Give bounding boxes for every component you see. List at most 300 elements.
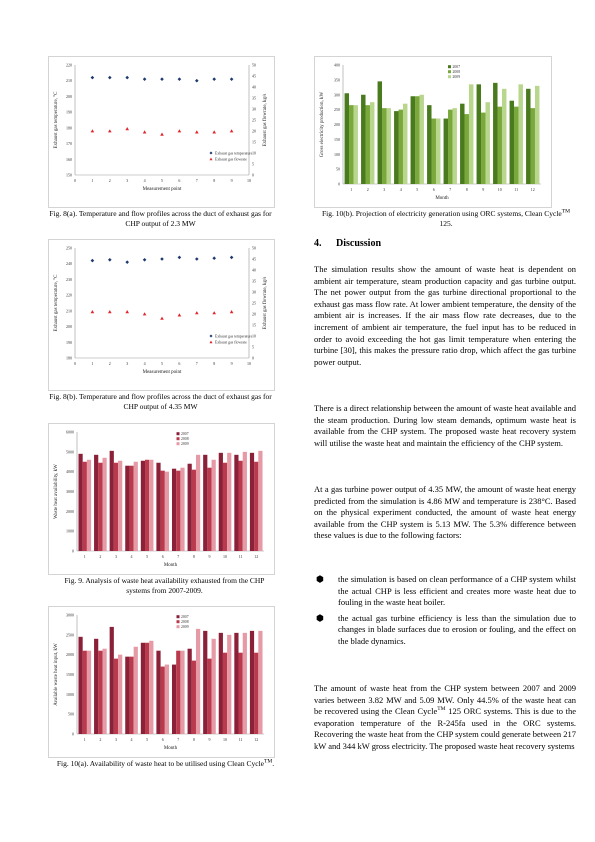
data-point-flowrate	[230, 310, 234, 313]
bar-2009	[227, 635, 231, 734]
bar-2008	[129, 657, 133, 734]
figure-8a	[48, 56, 275, 208]
y-tick-label: 3000	[66, 489, 74, 494]
x-tick-label: 4	[130, 554, 133, 559]
y-tick-label: 1000	[66, 528, 74, 534]
y-right-tick-label: 40	[252, 267, 256, 273]
bar-2007	[156, 463, 160, 551]
data-point-temperature	[91, 76, 95, 80]
y-right-tick-label: 10	[252, 333, 256, 339]
y-right-tick-label: 15	[252, 322, 256, 328]
data-point-temperature	[160, 257, 164, 261]
legend-label: 2008	[181, 620, 189, 624]
bar-2007	[477, 84, 481, 184]
x-tick-label: 4	[399, 187, 402, 192]
y-tick-label: 350	[334, 77, 340, 83]
y-tick-label: 6000	[66, 429, 74, 435]
y-right-tick-label: 25	[252, 300, 256, 306]
data-point-flowrate	[125, 127, 129, 130]
legend-marker	[210, 335, 213, 338]
data-point-flowrate	[91, 129, 95, 132]
bar-2008	[176, 471, 180, 551]
bar-2008	[239, 653, 243, 734]
y-tick-label: 2500	[66, 632, 74, 638]
bar-2009	[196, 629, 200, 734]
x-tick-label: 5	[161, 361, 163, 366]
bar-2007	[78, 454, 82, 551]
bar-2009	[87, 651, 91, 734]
bar-2009	[353, 105, 357, 184]
bar-2009	[469, 84, 473, 184]
bar-2008	[223, 463, 227, 551]
bar-2008	[349, 105, 353, 184]
bar-2009	[165, 472, 169, 551]
x-tick-label: 7	[177, 554, 180, 559]
paragraph-text: At a gas turbine power output of 4.35 MW, the amount of waste heat energy predicted from the simulation is 4.86 MW and temperature is 238°C. Based on the physical experiment conducted, the amount of waste heat energy available from the CHP system is 5.13 MW. The 5.3% difference between these values is due to the following factors:	[314, 484, 576, 541]
bar-2009	[243, 452, 247, 551]
y-tick-label: 2000	[66, 508, 74, 514]
data-point-temperature	[230, 77, 234, 81]
y-right-tick-label: 50	[252, 62, 256, 68]
y-left-tick-label: 180	[66, 355, 72, 361]
y-left-tick-label: 210	[66, 78, 72, 84]
y-tick-label: 4000	[66, 469, 74, 475]
data-point-flowrate	[108, 129, 112, 132]
bar-2008	[161, 667, 165, 734]
bar-2009	[258, 451, 262, 551]
bar-2009	[212, 460, 216, 551]
x-tick-label: 1	[91, 361, 94, 366]
bar-2009	[180, 651, 184, 734]
legend-label: Exhaust gas temperature	[215, 151, 253, 156]
x-tick-label: 6	[161, 737, 164, 742]
y-axis-title: Gross electricity production, kW	[320, 91, 325, 158]
y-tick-label: 400	[334, 62, 340, 68]
bar-2007	[172, 469, 176, 551]
bar-2008	[399, 110, 403, 184]
y-left-tick-label: 160	[66, 156, 72, 162]
bar-2007	[250, 631, 254, 734]
y-left-tick-label: 200	[66, 324, 72, 330]
data-point-temperature	[108, 258, 112, 262]
x-tick-label: 10	[247, 361, 251, 366]
y-tick-label: 300	[334, 92, 340, 98]
y-right-tick-label: 5	[252, 161, 254, 167]
legend-swatch	[177, 625, 180, 628]
y-tick-label: 500	[68, 711, 74, 717]
x-tick-label: 2	[99, 554, 102, 559]
figure-10a-caption	[48, 759, 283, 769]
y-tick-label: 1500	[66, 672, 74, 677]
y-right-tick-label: 35	[252, 278, 256, 284]
x-tick-label: 7	[195, 178, 198, 183]
bar-2007	[219, 453, 223, 551]
x-tick-label: 1	[91, 178, 94, 183]
bar-2007	[493, 83, 497, 184]
bullet-item	[314, 574, 576, 609]
bar-2008	[145, 643, 149, 734]
data-point-flowrate	[230, 129, 234, 132]
legend-marker	[210, 152, 213, 155]
y-right-tick-label: 5	[252, 344, 254, 350]
figure-10b-caption	[316, 209, 576, 228]
caption-superscript: TM	[561, 208, 570, 215]
x-tick-label: 3	[114, 737, 117, 742]
bar-2008	[207, 659, 211, 734]
bar-2009	[149, 641, 153, 734]
figure-8b	[48, 239, 275, 391]
x-tick-label: 12	[254, 737, 259, 742]
x-tick-label: 1	[83, 737, 86, 742]
bar-2008	[465, 114, 469, 184]
x-tick-label: 7	[449, 187, 452, 192]
x-tick-label: 4	[143, 361, 146, 366]
legend-swatch	[177, 442, 180, 445]
x-tick-label: 2	[108, 361, 111, 366]
data-point-temperature	[108, 76, 112, 80]
x-tick-label: 10	[247, 178, 251, 183]
data-point-temperature	[212, 256, 216, 260]
y-axis-title: Available waste heat input, kW	[54, 643, 59, 706]
x-axis-title: Month	[163, 563, 178, 568]
paragraph-text	[314, 683, 576, 753]
y-right-tick-label: 0	[252, 172, 254, 178]
bar-2008	[114, 659, 118, 734]
bullet-icon: ⬢	[316, 612, 324, 623]
x-tick-label: 7	[195, 361, 198, 366]
bar-2007	[78, 637, 82, 734]
y-tick-label: 100	[334, 151, 340, 157]
y-right-tick-label: 50	[252, 245, 256, 251]
legend-marker	[210, 158, 213, 161]
bar-2008	[514, 107, 518, 184]
bar-2007	[427, 105, 431, 184]
bar-2008	[98, 651, 102, 734]
legend-swatch	[177, 437, 180, 440]
x-tick-label: 10	[497, 187, 502, 192]
paragraph-1	[314, 264, 576, 368]
y-tick-label: 0	[72, 548, 74, 554]
bar-2009	[118, 461, 122, 551]
x-tick-label: 2	[366, 187, 369, 192]
bar-2007	[156, 651, 160, 734]
x-tick-label: 8	[213, 361, 216, 366]
y-right-tick-label: 45	[252, 256, 256, 262]
figure-10a	[48, 606, 275, 758]
bar-2007	[188, 464, 192, 551]
bar-2009	[102, 649, 106, 734]
paragraph-3	[314, 484, 576, 542]
legend-label: 2007	[452, 65, 461, 69]
bar-2009	[370, 102, 374, 184]
y-right-tick-label: 35	[252, 95, 256, 101]
legend-label: 2008	[452, 70, 461, 74]
y-tick-label: 2000	[66, 652, 74, 658]
x-tick-label: 3	[126, 178, 129, 183]
x-tick-label: 0	[74, 178, 76, 183]
y-tick-label: 200	[334, 122, 340, 127]
bar-2007	[125, 466, 129, 551]
x-axis-title: Measurement point	[142, 187, 182, 192]
figure-8b-caption: Fig. 8(b). Temperature and flow profiles across the duct of exhaust gas for CHP output of 4.35 MW	[49, 392, 272, 411]
bar-2007	[444, 119, 448, 184]
x-tick-label: 1	[350, 187, 353, 192]
x-tick-label: 9	[208, 554, 211, 559]
bar-2008	[207, 468, 211, 551]
x-tick-label: 0	[74, 361, 76, 366]
x-tick-label: 1	[83, 554, 86, 559]
y-right-tick-label: 20	[252, 311, 256, 317]
y-tick-label: 5000	[66, 449, 74, 455]
y-right-tick-label: 20	[252, 128, 256, 134]
bar-2007	[460, 104, 464, 184]
y-tick-label: 0	[338, 181, 340, 187]
legend-label: 2008	[181, 437, 189, 441]
x-tick-label: 12	[530, 187, 535, 192]
data-point-flowrate	[195, 130, 199, 133]
y-right-tick-label: 0	[252, 355, 254, 361]
bar-2009	[212, 639, 216, 734]
x-tick-label: 8	[192, 554, 195, 559]
y-right-tick-label: 45	[252, 73, 256, 79]
data-point-flowrate	[160, 317, 164, 320]
y-left-tick-label: 220	[66, 62, 72, 68]
bar-2008	[254, 462, 258, 551]
paragraph-text-end: 125 ORC systems. This is due to the evaporation temperature of the R-245fa used in the ORC systems. Recovering the waste heat from the CHP system could generate between 217 kW and 344 kW gross electricity. The proposed waste heat recovery systems	[314, 706, 577, 751]
legend-swatch	[448, 75, 451, 78]
x-tick-label: 7	[177, 737, 180, 742]
bullet-icon: ⬢	[316, 574, 324, 584]
x-tick-label: 9	[230, 178, 233, 183]
x-tick-label: 9	[230, 361, 233, 366]
x-tick-label: 12	[254, 554, 259, 559]
bar-2008	[481, 113, 485, 184]
data-point-temperature	[212, 77, 216, 81]
y-right-tick-label: 30	[252, 106, 256, 112]
legend-label: Exhaust gas temperature	[215, 334, 253, 339]
data-point-flowrate	[212, 311, 216, 314]
bar-2009	[419, 95, 423, 184]
legend-label: Exhaust gas flowrate	[215, 340, 247, 345]
bar-2007	[219, 633, 223, 734]
legend-swatch	[448, 65, 451, 68]
bar-2009	[227, 453, 231, 551]
bar-2009	[87, 460, 91, 551]
bar-2009	[196, 455, 200, 551]
bar-2008	[114, 463, 118, 551]
bar-2007	[110, 627, 114, 734]
bar-2008	[432, 119, 436, 184]
paragraph-superscript: TM	[437, 706, 446, 713]
y-right-tick-label: 15	[252, 139, 256, 145]
y-axis-left-title: Exhaust gas temperature, °C	[54, 91, 59, 149]
x-tick-label: 6	[161, 554, 164, 559]
data-point-temperature	[91, 259, 95, 263]
y-left-tick-label: 210	[66, 308, 72, 314]
bar-2009	[134, 462, 138, 551]
y-tick-label: 50	[336, 166, 340, 172]
bar-2009	[518, 84, 522, 184]
bar-2008	[498, 107, 502, 184]
data-point-temperature	[160, 77, 164, 81]
paragraph-4	[314, 683, 576, 753]
bar-2007	[141, 643, 145, 734]
legend-swatch	[448, 70, 451, 73]
bar-2007	[172, 665, 176, 734]
bar-2009	[149, 460, 153, 551]
legend-label: 2009	[181, 625, 189, 629]
data-point-flowrate	[178, 313, 182, 316]
x-tick-label: 4	[143, 178, 146, 183]
figure-8a-caption: Fig. 8(a). Temperature and flow profiles across the duct of exhaust gas for CHP output of 2.3 MW	[49, 209, 272, 228]
bar-2007	[141, 461, 145, 551]
bar-2007	[250, 453, 254, 551]
bar-2008	[382, 108, 386, 184]
bar-2008	[223, 653, 227, 734]
y-left-tick-label: 190	[66, 339, 72, 345]
y-left-tick-label: 230	[66, 276, 72, 282]
bar-2007	[526, 89, 530, 184]
bar-2007	[110, 451, 114, 551]
x-tick-label: 6	[432, 187, 435, 192]
caption-text: Fig. 10(b). Projection of electricity generation using ORC systems, Clean Cycle	[322, 209, 562, 218]
y-left-tick-label: 180	[66, 125, 72, 131]
bar-2007	[125, 657, 129, 734]
data-point-flowrate	[160, 133, 164, 136]
bar-2009	[485, 102, 489, 184]
bar-2009	[243, 633, 247, 734]
legend-swatch	[177, 615, 180, 618]
x-tick-label: 9	[208, 737, 211, 742]
x-axis-title: Month	[163, 746, 178, 751]
legend-label: Exhaust gas flowrate	[215, 157, 247, 162]
bar-2009	[386, 108, 390, 184]
y-tick-label: 3000	[66, 612, 74, 618]
paragraph-text: There is a direct relationship between the amount of waste heat available and the steam production. During low steam demands, optimum waste heat is available from the CHP system. The proposed waste heat recovery system will utilise the waste heat and maintain the efficiency of the CHP system.	[314, 403, 576, 448]
caption-text-end: 125.	[439, 218, 453, 228]
bar-2007	[378, 81, 382, 184]
y-right-tick-label: 30	[252, 289, 256, 295]
y-axis-title: Waste heat availability, kW	[54, 464, 59, 519]
figure-10b	[314, 56, 552, 208]
bar-2007	[411, 96, 415, 184]
bar-2009	[452, 108, 456, 184]
bar-2009	[118, 655, 122, 734]
data-point-temperature	[125, 260, 129, 264]
data-point-temperature	[178, 77, 182, 81]
bar-2007	[361, 95, 365, 184]
bar-2008	[129, 466, 133, 551]
legend-label: 2007	[181, 615, 189, 619]
data-point-temperature	[143, 258, 147, 262]
bar-2008	[448, 110, 452, 184]
section-heading	[314, 238, 381, 249]
y-left-tick-label: 200	[66, 93, 72, 99]
bar-2009	[102, 458, 106, 551]
y-left-tick-label: 250	[66, 245, 72, 251]
y-right-tick-label: 40	[252, 84, 256, 90]
bar-2009	[502, 89, 506, 184]
y-left-tick-label: 240	[66, 261, 72, 267]
bar-2007	[203, 631, 207, 734]
bar-2007	[234, 455, 238, 551]
x-tick-label: 10	[223, 737, 228, 742]
bar-2009	[535, 86, 539, 184]
bar-2008	[531, 108, 535, 184]
bar-2007	[94, 455, 98, 551]
x-tick-label: 8	[465, 187, 468, 192]
data-point-temperature	[178, 256, 182, 260]
x-tick-label: 5	[146, 554, 149, 559]
x-tick-label: 10	[223, 554, 228, 559]
bullet-text: the simulation is based on clean performance of a CHP system whilst the actual CHP is less efficient and creates more waste heat due to fouling in the waste heat boiler.	[338, 574, 576, 608]
paragraph-text: The simulation results show the amount of waste heat is dependent on ambient air temperature, steam production capacity and gas turbine output. The net power output from the gas turbine directional proportional to the exhaust gas mass flow rate. At lower ambient temperature, the density of the ambient air is increases. If the air mass flow rate decreases, due to the increment of ambient air temperature, the fuel input has to be reduced in order to avoid exceeding the hot gas limit temperature when entering the turbine [30], this makes the pressure ratio drop, which affect the gas turbine power output.	[314, 264, 576, 367]
legend-marker	[210, 341, 213, 344]
caption-superscript: TM	[264, 758, 273, 765]
section-number: 4.	[314, 238, 322, 249]
x-tick-label: 3	[126, 361, 129, 366]
y-left-tick-label: 170	[66, 141, 72, 147]
y-axis-right-title: Exhaust gas flowrate, kg/s	[263, 276, 268, 330]
bar-2009	[403, 104, 407, 184]
x-tick-label: 5	[416, 187, 419, 192]
bar-2008	[192, 661, 196, 734]
bar-2008	[176, 651, 180, 734]
x-tick-label: 4	[130, 737, 133, 742]
y-axis-left-title: Exhaust gas temperature, °C	[54, 274, 59, 332]
data-point-flowrate	[143, 312, 147, 315]
legend-swatch	[177, 432, 180, 435]
bar-2008	[98, 463, 102, 551]
bar-2008	[192, 470, 196, 551]
x-tick-label: 8	[213, 178, 216, 183]
y-tick-label: 1000	[66, 691, 74, 697]
data-point-flowrate	[143, 130, 147, 133]
bar-2008	[83, 462, 87, 551]
bar-2008	[145, 460, 149, 551]
data-point-temperature	[195, 257, 199, 261]
y-right-tick-label: 10	[252, 150, 256, 156]
x-tick-label: 6	[178, 178, 181, 183]
x-tick-label: 3	[114, 554, 117, 559]
y-left-tick-label: 220	[66, 292, 72, 298]
y-left-tick-label: 150	[66, 172, 72, 178]
bar-2007	[94, 639, 98, 734]
bar-2008	[161, 471, 165, 551]
figure-9	[48, 423, 275, 575]
legend-label: 2007	[181, 432, 189, 436]
data-point-temperature	[143, 77, 147, 81]
x-tick-label: 5	[161, 178, 163, 183]
bullet-list	[314, 574, 576, 652]
x-tick-label: 6	[178, 361, 181, 366]
bar-2008	[83, 651, 87, 734]
legend-label: 2009	[452, 75, 461, 79]
x-axis-title: Measurement point	[142, 370, 182, 375]
x-tick-label: 9	[482, 187, 485, 192]
section-title: Discussion	[336, 238, 382, 249]
bar-2007	[234, 633, 238, 734]
bar-2009	[258, 631, 262, 734]
bar-2009	[165, 665, 169, 734]
paragraph-2	[314, 403, 576, 449]
y-tick-label: 150	[334, 136, 340, 142]
bar-2009	[436, 119, 440, 184]
bar-2007	[510, 101, 514, 184]
bar-2008	[366, 105, 370, 184]
x-tick-label: 2	[108, 178, 111, 183]
x-tick-label: 5	[146, 737, 149, 742]
